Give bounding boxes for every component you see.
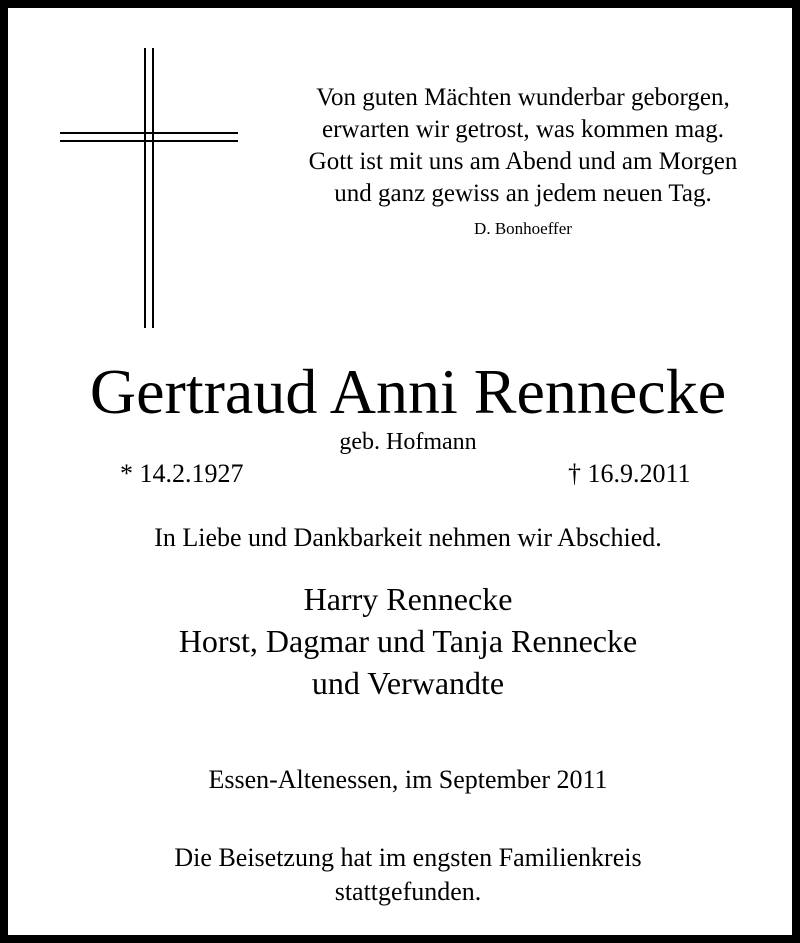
- death-date: † 16.9.2011: [568, 459, 691, 488]
- quote-line: und ganz gewiss an jedem neuen Tag.: [334, 180, 712, 207]
- quote-line: Gott ist mit uns am Abend und am Morgen: [308, 148, 738, 175]
- mourner: Harry Rennecke: [303, 581, 513, 617]
- farewell-text: In Liebe und Dankbarkeit nehmen wir Abschied.: [154, 523, 662, 552]
- funeral-note-line: stattgefunden.: [334, 877, 482, 906]
- bonhoeffer-quote: [263, 82, 783, 210]
- mourners-list: [8, 578, 800, 704]
- place-date: Essen-Altenessen, im September 2011: [208, 765, 608, 794]
- mourner: Horst, Dagmar und Tanja Rennecke: [178, 623, 638, 659]
- quote-line: erwarten wir getrost, was kommen mag.: [322, 116, 724, 143]
- cross-icon: [60, 48, 238, 328]
- maiden-name: geb. Hofmann: [339, 429, 477, 455]
- mourner: und Verwandte: [311, 665, 505, 701]
- quote-author: D. Bonhoeffer: [474, 219, 572, 238]
- funeral-note: [8, 841, 800, 909]
- birth-date: * 14.2.1927: [120, 459, 244, 488]
- funeral-note-line: Die Beisetzung hat im engsten Familienkreis: [174, 843, 642, 872]
- deceased-name: Gertraud Anni Rennecke: [89, 356, 727, 427]
- quote-line: Von guten Mächten wunderbar geborgen,: [316, 84, 730, 111]
